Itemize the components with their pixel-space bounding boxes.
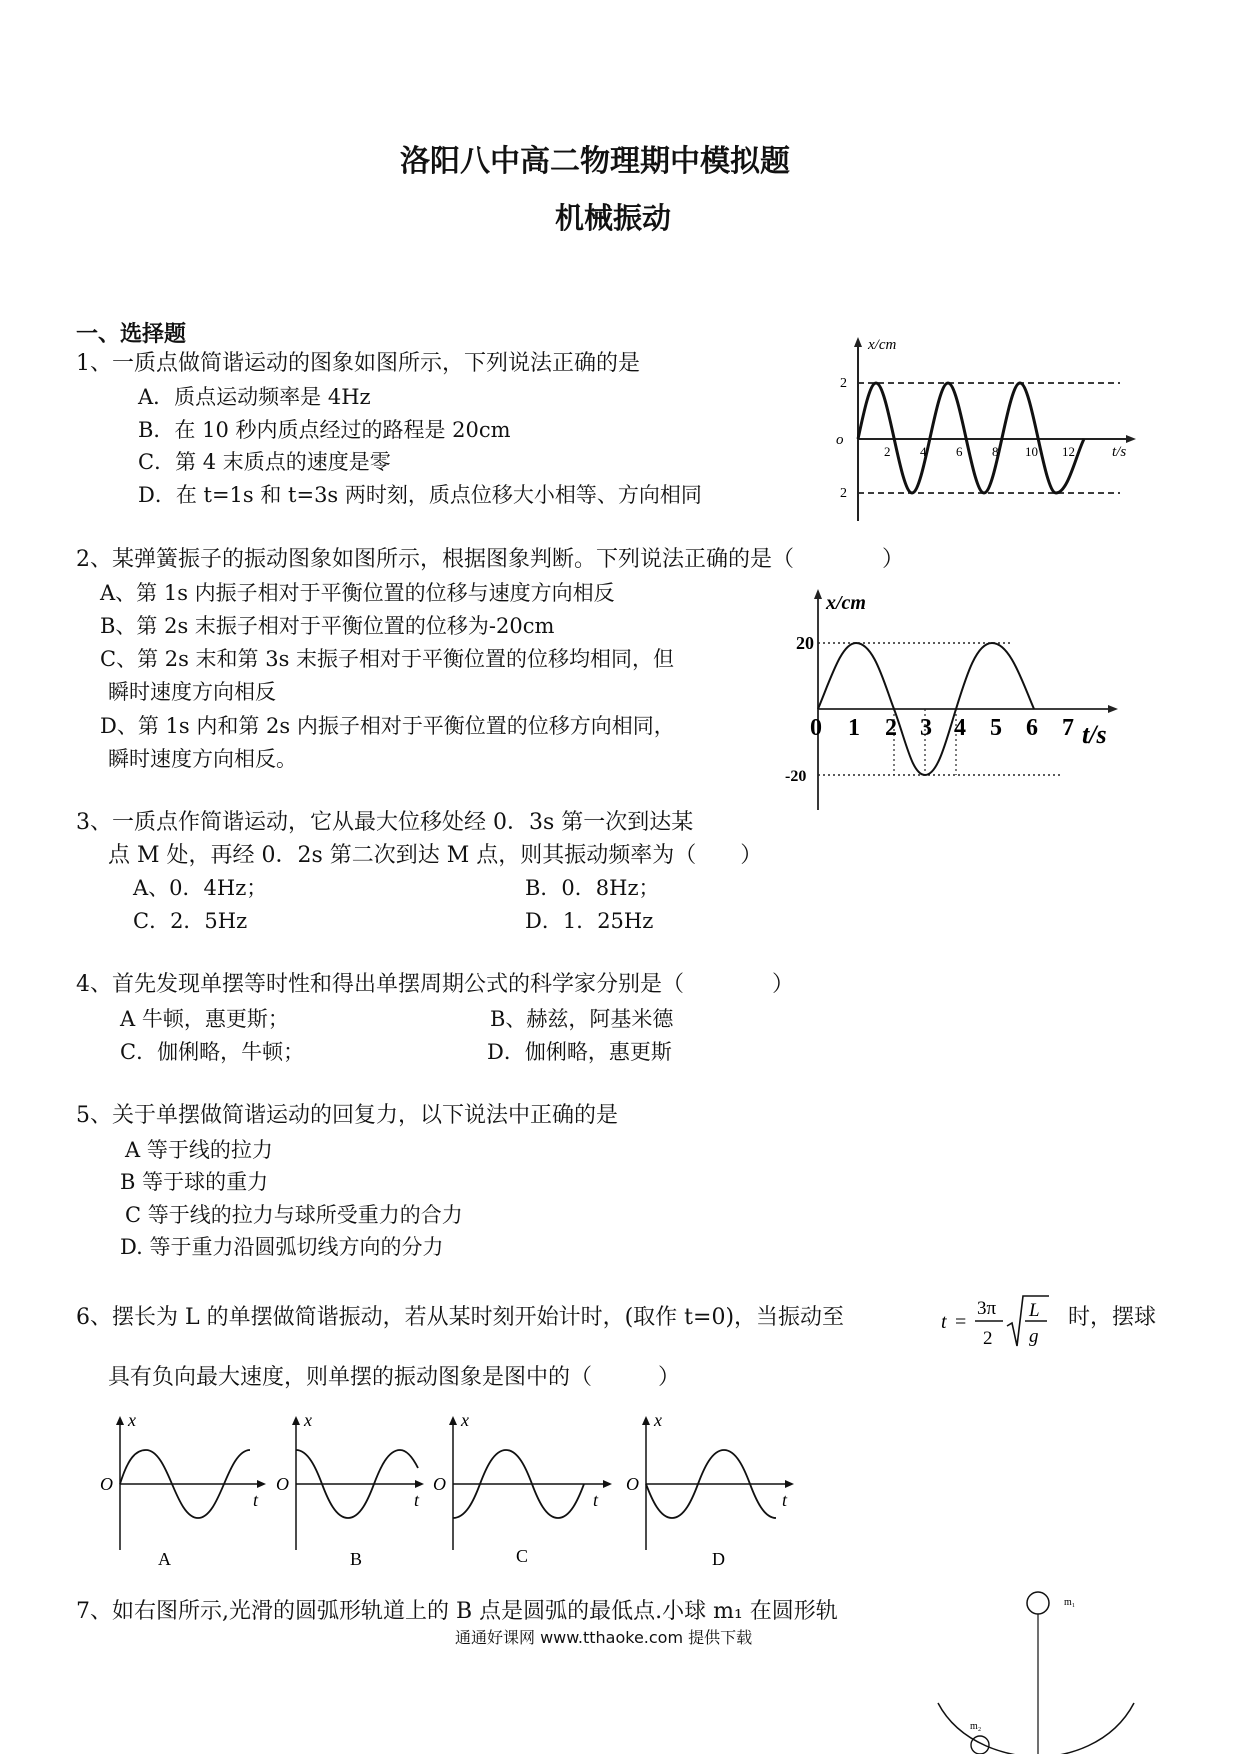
graph-c-label: C [516, 1546, 529, 1566]
q2-option-c-cont: 瞬时速度方向相反 [108, 680, 276, 704]
page-title: 洛阳八中高二物理期中模拟题 [400, 144, 790, 179]
q2-graph [770, 585, 1130, 815]
graph-b-label: B [350, 1549, 363, 1569]
q5-option-a: A 等于线的拉力 [125, 1138, 273, 1162]
q4-stem: 4、首先发现单摆等时性和得出单摆周期公式的科学家分别是（ ） [76, 972, 794, 997]
section-heading: 一、选择题 [76, 321, 187, 347]
formula-t: t [941, 1311, 947, 1333]
q1-option-b: B．在 10 秒内质点经过的路程是 20cm [138, 418, 511, 442]
formula-den: 2 [983, 1328, 993, 1349]
formula-eq: = [955, 1311, 967, 1333]
graph-a-label: A [158, 1549, 171, 1569]
q4-option-a: A 牛顿，惠更斯； [120, 1007, 289, 1031]
q3-option-d: D．1．25Hz [525, 909, 654, 933]
q2-xlabel: t/s [1082, 720, 1107, 749]
q2-option-a: A、第 1s 内振子相对于平衡位置的位移与速度方向相反 [100, 581, 615, 605]
graph-a-o: O [100, 1474, 113, 1494]
q6-graph-b [276, 1410, 424, 1569]
q2-xtick: 2 [885, 715, 897, 741]
q3-stem: 3、一质点作简谐运动，它从最大位移处经 0．3s 第一次到达某 [76, 810, 694, 835]
q2-xtick: 5 [990, 715, 1002, 741]
q6-formula [937, 1290, 1057, 1352]
q1-stem: 1、一质点做简谐运动的图象如图所示，下列说法正确的是 [76, 351, 640, 376]
q6-graph-d [626, 1410, 794, 1569]
graph-d-x: x [654, 1410, 662, 1430]
q2-xtick: 3 [920, 715, 932, 741]
q1-ytop: 2 [840, 376, 847, 391]
q2-option-b: B、第 2s 末振子相对于平衡位置的位移为-20cm [100, 614, 555, 638]
page-footer: 通通好课网 www.tthaoke.com 提供下载 [455, 1628, 753, 1647]
graph-a-x: x [128, 1410, 136, 1430]
q5-option-b: B 等于球的重力 [120, 1170, 269, 1194]
q5-option-d: D. 等于重力沿圆弧切线方向的分力 [120, 1235, 444, 1259]
q1-option-c: C．第 4 末质点的速度是零 [138, 450, 391, 474]
q4-option-d: D．伽俐略，惠更斯 [487, 1040, 672, 1064]
q1-option-d: D．在 t=1s 和 t=3s 两时刻，质点位移大小相等、方向相同 [138, 483, 702, 507]
q3-stem-cont: 点 M 处，再经 0．2s 第二次到达 M 点，则其振动频率为（ ） [108, 843, 763, 868]
q2-xtick: 7 [1062, 715, 1074, 741]
page-subtitle: 机械振动 [555, 201, 672, 235]
q6-stem-end: 时，摆球 [1068, 1305, 1157, 1330]
q4-option-c: C．伽俐略，牛顿； [120, 1040, 305, 1064]
graph-c-t: t [593, 1490, 599, 1510]
q1-xlabel: t/s [1112, 444, 1127, 460]
graph-b-x: x [304, 1410, 312, 1430]
q7-stem: 7、如右图所示,光滑的圆弧形轨道上的 B 点是圆弧的最低点.小球 m₁ 在圆形轨 [76, 1599, 838, 1624]
graph-a-t: t [253, 1490, 259, 1510]
q7-figure [930, 1585, 1140, 1754]
q1-xtick: 12 [1062, 444, 1075, 459]
q2-ybottom: -20 [785, 768, 807, 785]
q1-option-a: A．质点运动频率是 4Hz [138, 385, 371, 409]
graph-d-t: t [782, 1490, 788, 1510]
q2-option-d-cont: 瞬时速度方向相反。 [108, 747, 297, 771]
q1-xtick: 6 [956, 444, 963, 459]
q1-xtick: 4 [920, 444, 927, 459]
q6-stem: 6、摆长为 L 的单摆做简谐振动，若从某时刻开始计时，(取作 t=0)，当振动至 [76, 1305, 845, 1330]
q2-xtick: 4 [954, 715, 966, 741]
q1-xtick: 8 [992, 444, 999, 459]
formula-rad-den: g [1029, 1326, 1039, 1347]
q5-option-c: C 等于线的拉力与球所受重力的合力 [125, 1203, 463, 1227]
graph-d-o: O [626, 1474, 639, 1494]
q2-xtick: 1 [848, 715, 860, 741]
q5-stem: 5、关于单摆做简谐运动的回复力，以下说法中正确的是 [76, 1103, 618, 1128]
formula-rad-num: L [1029, 1300, 1040, 1321]
graph-c-o: O [433, 1474, 446, 1494]
q2-stem: 2、某弹簧振子的振动图象如图所示，根据图象判断。下列说法正确的是（ ） [76, 547, 904, 572]
q2-ylabel: x/cm [826, 592, 866, 614]
q3-option-b: B．0．8Hz； [525, 876, 660, 900]
q6-graphs [88, 1410, 808, 1570]
q1-ybottom: 2 [840, 486, 847, 501]
q7-m2-label: m₂ [970, 1721, 982, 1732]
q4-option-b: B、赫兹，阿基米德 [490, 1007, 674, 1031]
formula-num: 3π [977, 1298, 997, 1319]
q3-option-c: C．2．5Hz [133, 909, 248, 933]
q2-ytop: 20 [796, 633, 814, 653]
q1-ylabel: x/cm [868, 337, 897, 353]
q3-option-a: A、0．4Hz； [133, 876, 268, 900]
q2-xtick: 6 [1026, 715, 1038, 741]
q2-option-d: D、第 1s 内和第 2s 内振子相对于平衡位置的位移方向相同， [100, 714, 675, 738]
q7-m1-label: m₁ [1064, 1597, 1076, 1608]
q1-origin: o [836, 432, 844, 448]
q6-graph-a [100, 1410, 266, 1569]
graph-c-x: x [461, 1410, 469, 1430]
q2-option-c: C、第 2s 末和第 3s 末振子相对于平衡位置的位移均相同，但 [100, 647, 675, 671]
graph-b-o: O [276, 1474, 289, 1494]
graph-d-label: D [712, 1549, 725, 1569]
q1-graph [830, 335, 1140, 525]
q6-stem-cont: 具有负向最大速度，则单摆的振动图象是图中的（ ） [108, 1365, 681, 1390]
q1-xtick: 10 [1025, 444, 1038, 459]
q6-graph-c [433, 1410, 612, 1566]
graph-b-t: t [414, 1490, 420, 1510]
q1-xtick: 2 [884, 444, 891, 459]
q2-xtick: 0 [810, 715, 822, 741]
